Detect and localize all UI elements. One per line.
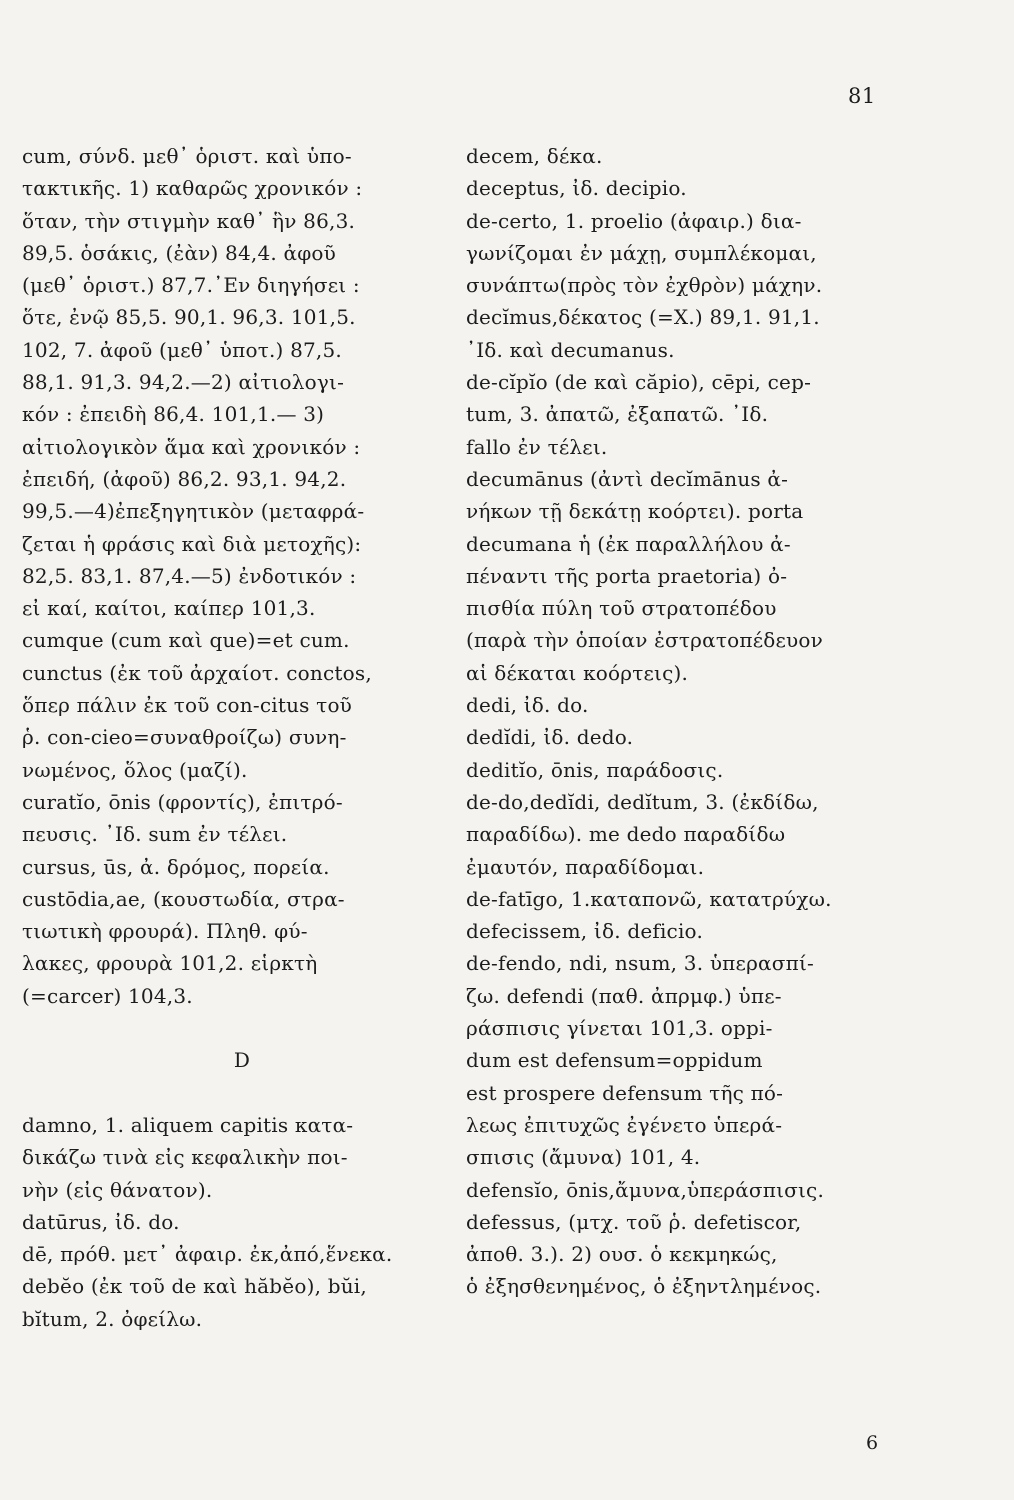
text-line: πέναντι τῆς porta praetoria) ὀ- — [466, 563, 788, 588]
text-line: dedi, ἰδ. do. — [466, 693, 589, 718]
text-line: decumana ἡ (ἐκ παραλλήλου ἀ- — [466, 531, 791, 556]
text-line: (μεθ᾽ ὁριστ.) 87,7.᾽Εν διηγήσει : — [22, 273, 360, 298]
text-line: ἐπειδή, (ἀφοῦ) 86,2. 93,1. 94,2. — [22, 466, 347, 491]
text-line: τακτικῆς. 1) καθαρῶς χρονικόν : — [22, 176, 363, 201]
text-line: σπισις (ἄμυνα) 101, 4. — [466, 1145, 701, 1170]
text-line: τιωτικὴ φρουρά). Πληθ. φύ- — [22, 919, 308, 944]
text-line: παραδίδω). me dedo παραδίδω — [466, 822, 786, 847]
text-line: defecissem, ἰδ. deficio. — [466, 919, 703, 944]
page-number: 81 — [848, 84, 876, 108]
text-line: ὅτε, ἐνῷ 85,5. 90,1. 96,3. 101,5. — [22, 305, 356, 330]
text-line: custōdia,ae, (κουστωδία, στρα- — [22, 886, 345, 911]
text-line: νωμένος, ὅλος (μαζί). — [22, 757, 248, 782]
text-line: de-fatīgo, 1.καταπονῶ, κατατρύχω. — [466, 886, 832, 911]
text-line: defensĭo, ōnis,ἄμυνα,ὑπεράσπισις. — [466, 1177, 825, 1202]
text-line: bĭtum, 2. ὀφείλω. — [22, 1306, 203, 1331]
text-line: αἰτιολογικὸν ἅμα καὶ χρονικόν : — [22, 434, 361, 459]
text-line: λακες, φρουρὰ 101,2. εἱρκτὴ — [22, 951, 318, 976]
text-line: datūrus, ἰδ. do. — [22, 1209, 180, 1234]
text-line: dum est defensum=oppidum — [466, 1048, 763, 1073]
text-line: cunctus (ἐκ τοῦ ἀρχαίοτ. conctos, — [22, 660, 372, 685]
text-line: cursus, ūs, ἀ. δρόμος, πορεία. — [22, 854, 330, 879]
section-letter: D — [233, 1048, 251, 1073]
text-line: curatĭo, ōnis (φροντίς), ἐπιτρό- — [22, 789, 343, 814]
text-line: decem, δέκα. — [466, 144, 603, 168]
text-line: damno, 1. aliquem capitis κατα- — [22, 1112, 354, 1137]
text-line: defessus, (μτχ. τοῦ ῥ. defetiscor, — [466, 1209, 802, 1234]
text-line: πισθία πύλη τοῦ στρατοπέδου — [466, 596, 777, 621]
text-line: (=carcer) 104,3. — [22, 983, 193, 1008]
text-line: συνάπτω(πρὸς τὸν ἐχθρὸν) μάχην. — [466, 273, 823, 298]
text-line: πευσις. ᾽Ιδ. sum ἐν τέλει. — [22, 822, 288, 847]
text-line: decumānus (ἀντὶ decĭmānus ἀ- — [466, 466, 789, 491]
text-line: 102, 7. ἀφοῦ (μεθ᾽ ὑποτ.) 87,5. — [22, 337, 342, 362]
text-line: cum, σύνδ. μεθ᾽ ὁριστ. καὶ ὑπο- — [22, 144, 352, 168]
right-column — [466, 140, 886, 1303]
text-line: νήκων τῇ δεκάτῃ κοόρτει). porta — [466, 499, 804, 524]
text-line: ᾽Ιδ. καὶ decumanus. — [466, 337, 675, 362]
text-line: tum, 3. ἀπατῶ, ἐξαπατῶ. ᾽Ιδ. — [466, 402, 769, 427]
text-line: γωνίζομαι ἐν μάχῃ, συμπλέκομαι, — [466, 240, 817, 265]
text-line: 99,5.—4)ἐπεξηγητικὸν (μεταφρά- — [22, 499, 365, 524]
text-line: κόν : ἐπειδὴ 86,4. 101,1.— 3) — [22, 402, 325, 427]
text-line: dē, πρόθ. μετ᾽ ἀφαιρ. ἐκ,ἀπό,ἕνεκα. — [22, 1242, 393, 1267]
text-line: 88,1. 91,3. 94,2.—2) αἰτιολογι- — [22, 370, 345, 395]
text-line: (παρὰ τὴν ὁποίαν ἐστρατοπέδευον — [466, 628, 824, 653]
text-line: εἰ καί, καίτοι, καίπερ 101,3. — [22, 596, 316, 621]
text-line: cumque (cum καὶ que)=et cum. — [22, 628, 350, 653]
text-line: ζεται ἡ φράσις καὶ διὰ μετοχῆς): — [22, 531, 362, 556]
text-line: deceptus, ἰδ. decipio. — [466, 176, 687, 201]
text-line — [22, 1012, 462, 1044]
text-line: de-cĭpĭo (de καὶ căpio), cēpi, cep- — [466, 370, 812, 395]
left-column — [22, 140, 462, 1335]
text-line: de-do,dedĭdi, dedĭtum, 3. (ἐκδίδω, — [466, 789, 819, 814]
text-line: dedĭdi, ἰδ. dedo. — [466, 725, 634, 750]
text-line: ὁ ἐξησθενημένος, ὁ ἐξηντλημένος. — [466, 1274, 822, 1299]
text-line: αἱ δέκαται κοόρτεις). — [466, 660, 689, 685]
text-line: νὴν (εἰς θάνατον). — [22, 1177, 213, 1202]
text-line: ἀποθ. 3.). 2) ουσ. ὁ κεκμηκώς, — [466, 1242, 778, 1267]
text-line: ζω. defendi (παθ. ἀπρμφ.) ὑπε- — [466, 983, 782, 1008]
signature-mark: 6 — [866, 1432, 879, 1454]
text-line: deditĭo, ōnis, παράδοσις. — [466, 757, 724, 782]
text-line: 82,5. 83,1. 87,4.—5) ἐνδοτικόν : — [22, 563, 357, 588]
text-line: ἐμαυτόν, παραδίδομαι. — [466, 854, 705, 879]
text-line: δικάζω τινὰ εἰς κεφαλικὴν ποι- — [22, 1145, 348, 1170]
text-line: ὅταν, τὴν στιγμὴν καθ᾽ ἣν 86,3. — [22, 208, 356, 233]
text-line: ράσπισις γίνεται 101,3. oppi- — [466, 1016, 773, 1041]
text-line — [22, 1077, 462, 1109]
text-line: est prospere defensum τῆς πό- — [466, 1080, 784, 1105]
text-line: ῥ. con-cieo=συναθροίζω) συνη- — [22, 725, 347, 750]
text-line: ὅπερ πάλιν ἐκ τοῦ con-citus τοῦ — [22, 693, 353, 718]
text-line: debĕo (ἐκ τοῦ de καὶ hăbĕo), bŭi, — [22, 1274, 367, 1299]
text-line: decĭmus,δέκατος (=X.) 89,1. 91,1. — [466, 305, 820, 330]
text-line: λεως ἐπιτυχῶς ἐγένετο ὑπερά- — [466, 1112, 783, 1137]
text-line: 89,5. ὁσάκις, (ἐὰν) 84,4. ἀφοῦ — [22, 240, 337, 265]
text-line: fallo ἐν τέλει. — [466, 434, 608, 459]
text-line: de-certo, 1. proelio (ἀφαιρ.) δια- — [466, 208, 802, 233]
text-line: de-fendo, ndi, nsum, 3. ὑπερασπί- — [466, 951, 814, 976]
